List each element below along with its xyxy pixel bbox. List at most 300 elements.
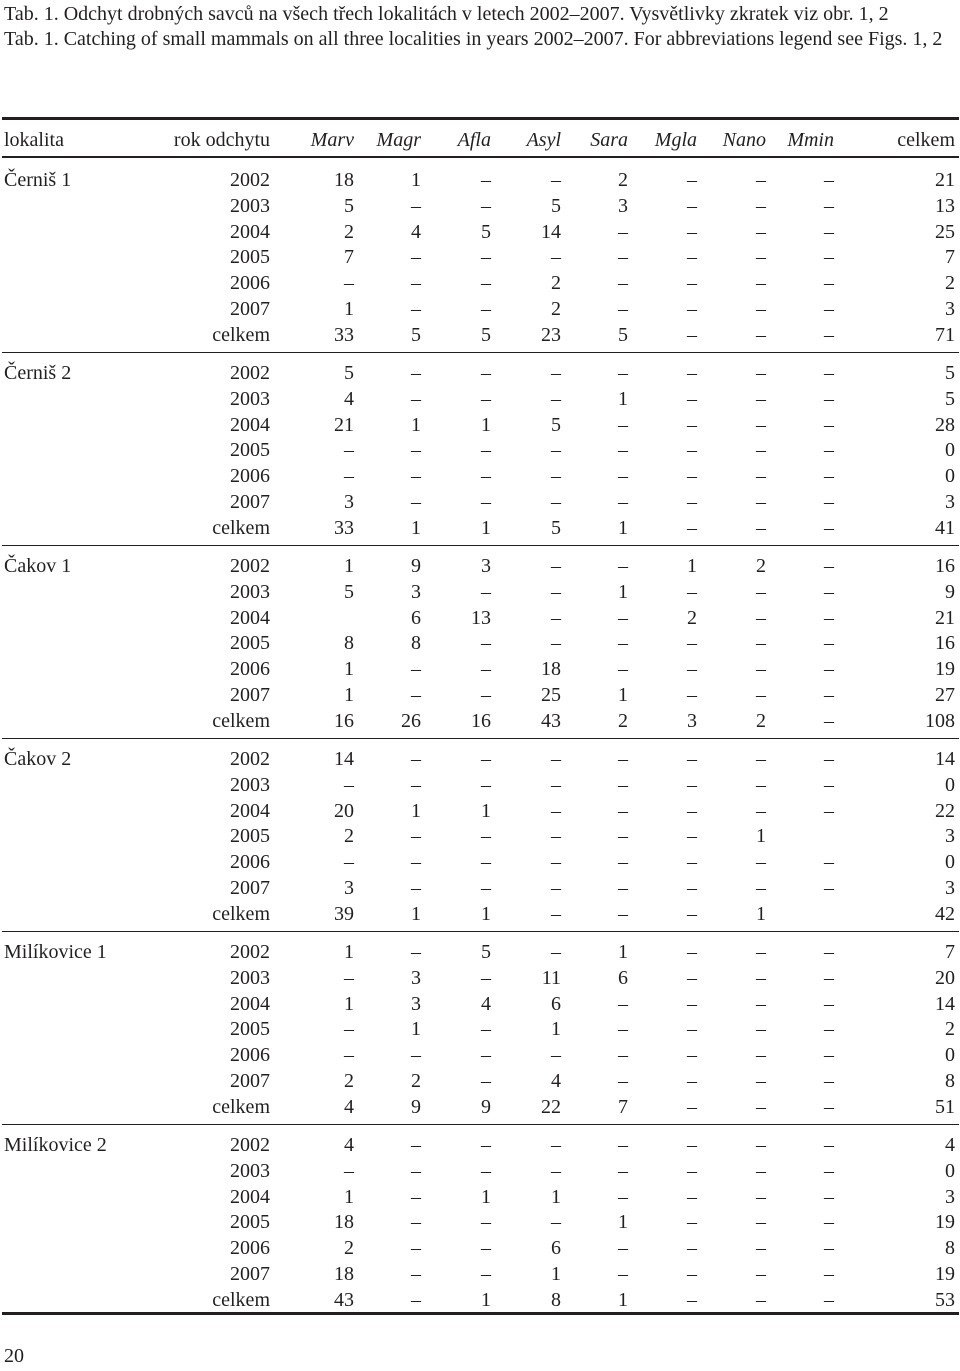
count-cell-sara: 7 xyxy=(618,1096,628,1118)
count-cell-mmin: – xyxy=(824,993,834,1015)
count-cell-afla: 9 xyxy=(481,1096,491,1118)
count-cell-mgla: – xyxy=(687,388,697,410)
count-cell-afla: 1 xyxy=(481,1289,491,1311)
count-cell-asyl: – xyxy=(551,581,561,603)
count-cell-mmin: – xyxy=(824,491,834,513)
count-cell-sara: – xyxy=(618,607,628,629)
count-cell-marv: 7 xyxy=(344,246,354,268)
year-cell: 2002 xyxy=(230,748,270,770)
count-cell-marv: 2 xyxy=(344,1070,354,1092)
count-cell-asyl: – xyxy=(551,439,561,461)
count-cell-asyl: 1 xyxy=(551,1263,561,1285)
row-total-cell: 0 xyxy=(945,1160,955,1182)
year-cell: 2007 xyxy=(230,684,270,706)
count-cell-asyl: 5 xyxy=(551,195,561,217)
count-cell-magr: – xyxy=(411,1044,421,1066)
count-cell-nano: – xyxy=(756,491,766,513)
year-cell: 2005 xyxy=(230,632,270,654)
count-cell-mmin: – xyxy=(824,298,834,320)
count-cell-nano: – xyxy=(756,1237,766,1259)
count-cell-mmin: – xyxy=(824,221,834,243)
count-cell-asyl: 23 xyxy=(541,324,561,346)
count-cell-nano: 1 xyxy=(756,903,766,925)
subtotal-label: celkem xyxy=(212,324,270,346)
count-cell-mmin: – xyxy=(824,439,834,461)
count-cell-sara: – xyxy=(618,1263,628,1285)
count-cell-marv: 2 xyxy=(344,1237,354,1259)
count-cell-nano: – xyxy=(756,1289,766,1311)
count-cell-afla: 5 xyxy=(481,221,491,243)
count-cell-nano: – xyxy=(756,607,766,629)
count-cell-mmin: – xyxy=(824,517,834,539)
year-cell: 2003 xyxy=(230,195,270,217)
count-cell-magr: 9 xyxy=(411,1096,421,1118)
count-cell-magr: – xyxy=(411,684,421,706)
count-cell-asyl: 14 xyxy=(541,221,561,243)
count-cell-magr: – xyxy=(411,272,421,294)
count-cell-nano: – xyxy=(756,993,766,1015)
count-cell-sara: 1 xyxy=(618,941,628,963)
count-cell-sara: – xyxy=(618,658,628,680)
year-cell: 2006 xyxy=(230,851,270,873)
count-cell-magr: – xyxy=(411,1186,421,1208)
count-cell-marv: 20 xyxy=(334,800,354,822)
row-total-cell: 21 xyxy=(935,169,955,191)
count-cell-mmin: – xyxy=(824,246,834,268)
count-cell-magr: – xyxy=(411,388,421,410)
count-cell-asyl: – xyxy=(551,774,561,796)
count-cell-afla: 1 xyxy=(481,517,491,539)
row-total-cell: 0 xyxy=(945,439,955,461)
count-cell-sara: 1 xyxy=(618,1289,628,1311)
year-cell: 2005 xyxy=(230,825,270,847)
count-cell-asyl: 22 xyxy=(541,1096,561,1118)
year-cell: 2003 xyxy=(230,388,270,410)
locality-name: Milíkovice 2 xyxy=(4,1134,107,1156)
count-cell-magr: – xyxy=(411,825,421,847)
count-cell-sara: – xyxy=(618,1134,628,1156)
count-cell-afla: – xyxy=(481,1134,491,1156)
count-cell-sara: – xyxy=(618,851,628,873)
count-cell-marv: 2 xyxy=(344,221,354,243)
count-cell-nano: – xyxy=(756,414,766,436)
count-cell-magr: – xyxy=(411,195,421,217)
count-cell-nano: 1 xyxy=(756,825,766,847)
count-cell-marv: 5 xyxy=(344,362,354,384)
count-cell-mgla: – xyxy=(687,195,697,217)
count-cell-sara: – xyxy=(618,903,628,925)
header-magr: Magr xyxy=(376,129,421,151)
row-total-cell: 16 xyxy=(935,555,955,577)
count-cell-mmin: – xyxy=(824,967,834,989)
count-cell-nano: – xyxy=(756,967,766,989)
count-cell-marv: 1 xyxy=(344,684,354,706)
count-cell-marv: 3 xyxy=(344,877,354,899)
count-cell-afla: – xyxy=(481,1160,491,1182)
count-cell-nano: – xyxy=(756,1211,766,1233)
year-cell: 2006 xyxy=(230,465,270,487)
row-total-cell: 7 xyxy=(945,941,955,963)
table-header-rule xyxy=(2,156,959,158)
subtotal-label: celkem xyxy=(212,1096,270,1118)
year-cell: 2005 xyxy=(230,246,270,268)
count-cell-magr: 1 xyxy=(411,903,421,925)
count-cell-marv: 5 xyxy=(344,195,354,217)
count-cell-asyl: – xyxy=(551,877,561,899)
count-cell-afla: – xyxy=(481,1237,491,1259)
count-cell-mgla: – xyxy=(687,658,697,680)
count-cell-sara: – xyxy=(618,993,628,1015)
count-cell-afla: – xyxy=(481,169,491,191)
count-cell-afla: – xyxy=(481,465,491,487)
count-cell-sara: – xyxy=(618,272,628,294)
count-cell-marv: 1 xyxy=(344,555,354,577)
count-cell-nano: – xyxy=(756,774,766,796)
count-cell-magr: 1 xyxy=(411,1018,421,1040)
row-total-cell: 3 xyxy=(945,877,955,899)
count-cell-afla: – xyxy=(481,298,491,320)
year-cell: 2004 xyxy=(230,221,270,243)
count-cell-mgla: – xyxy=(687,439,697,461)
subtotal-label: celkem xyxy=(212,517,270,539)
count-cell-magr: – xyxy=(411,774,421,796)
count-cell-sara: – xyxy=(618,439,628,461)
count-cell-mgla: – xyxy=(687,632,697,654)
count-cell-mgla: – xyxy=(687,1096,697,1118)
count-cell-mgla: – xyxy=(687,851,697,873)
row-total-cell: 19 xyxy=(935,1211,955,1233)
count-cell-afla: 1 xyxy=(481,414,491,436)
year-cell: 2004 xyxy=(230,607,270,629)
count-cell-magr: – xyxy=(411,465,421,487)
count-cell-asyl: – xyxy=(551,362,561,384)
count-cell-afla: – xyxy=(481,195,491,217)
count-cell-sara: 2 xyxy=(618,710,628,732)
group-separator xyxy=(2,545,959,546)
count-cell-mgla: – xyxy=(687,993,697,1015)
count-cell-marv: 1 xyxy=(344,1186,354,1208)
count-cell-mgla: – xyxy=(687,517,697,539)
count-cell-mgla: 2 xyxy=(687,607,697,629)
count-cell-mgla: – xyxy=(687,491,697,513)
count-cell-marv: – xyxy=(344,272,354,294)
count-cell-asyl: – xyxy=(551,748,561,770)
caption-czech: Tab. 1. Odchyt drobných savců na všech třech lokalitách v letech 2002–2007. Vysvětlivky zkratek viz obr. 1, 2 xyxy=(4,3,889,25)
count-cell-asyl: – xyxy=(551,491,561,513)
count-cell-mmin: – xyxy=(824,1289,834,1311)
count-cell-magr: – xyxy=(411,748,421,770)
count-cell-mmin: – xyxy=(824,465,834,487)
count-cell-mmin: – xyxy=(824,1134,834,1156)
count-cell-afla: – xyxy=(481,491,491,513)
subtotal-label: celkem xyxy=(212,1289,270,1311)
group-separator xyxy=(2,931,959,932)
count-cell-afla: – xyxy=(481,439,491,461)
count-cell-sara: – xyxy=(618,362,628,384)
count-cell-mmin: – xyxy=(824,607,834,629)
count-cell-mmin: – xyxy=(824,362,834,384)
count-cell-nano: – xyxy=(756,748,766,770)
count-cell-nano: – xyxy=(756,1186,766,1208)
count-cell-marv: 2 xyxy=(344,825,354,847)
year-cell: 2004 xyxy=(230,993,270,1015)
count-cell-sara: 5 xyxy=(618,324,628,346)
count-cell-sara: – xyxy=(618,825,628,847)
count-cell-asyl: – xyxy=(551,1160,561,1182)
count-cell-marv: 39 xyxy=(334,903,354,925)
count-cell-sara: 1 xyxy=(618,517,628,539)
year-cell: 2007 xyxy=(230,877,270,899)
count-cell-magr: 1 xyxy=(411,800,421,822)
count-cell-mgla: – xyxy=(687,684,697,706)
count-cell-afla: 5 xyxy=(481,941,491,963)
count-cell-mgla: – xyxy=(687,362,697,384)
count-cell-sara: – xyxy=(618,1044,628,1066)
row-total-cell: 7 xyxy=(945,246,955,268)
count-cell-mgla: – xyxy=(687,967,697,989)
header-nano: Nano xyxy=(722,129,766,151)
count-cell-asyl: 6 xyxy=(551,993,561,1015)
count-cell-mmin: – xyxy=(824,1044,834,1066)
count-cell-asyl: 43 xyxy=(541,710,561,732)
count-cell-afla: 13 xyxy=(471,607,491,629)
count-cell-magr: 3 xyxy=(411,581,421,603)
header-celkem: celkem xyxy=(897,129,955,151)
count-cell-mgla: – xyxy=(687,298,697,320)
row-total-cell: 27 xyxy=(935,684,955,706)
count-cell-nano: – xyxy=(756,658,766,680)
count-cell-nano: – xyxy=(756,800,766,822)
count-cell-magr: – xyxy=(411,1289,421,1311)
count-cell-mgla: – xyxy=(687,1044,697,1066)
count-cell-asyl: 4 xyxy=(551,1070,561,1092)
row-total-cell: 41 xyxy=(935,517,955,539)
year-cell: 2006 xyxy=(230,272,270,294)
count-cell-afla: – xyxy=(481,272,491,294)
header-mmin: Mmin xyxy=(787,129,834,151)
count-cell-nano: – xyxy=(756,632,766,654)
year-cell: 2004 xyxy=(230,800,270,822)
count-cell-nano: – xyxy=(756,362,766,384)
header-lokalita: lokalita xyxy=(4,129,64,151)
year-cell: 2002 xyxy=(230,362,270,384)
count-cell-mmin: – xyxy=(824,941,834,963)
row-total-cell: 3 xyxy=(945,491,955,513)
count-cell-nano: – xyxy=(756,851,766,873)
row-total-cell: 13 xyxy=(935,195,955,217)
year-cell: 2007 xyxy=(230,491,270,513)
count-cell-marv: 18 xyxy=(334,1263,354,1285)
count-cell-marv: 1 xyxy=(344,658,354,680)
count-cell-afla: – xyxy=(481,1263,491,1285)
count-cell-mgla: – xyxy=(687,1237,697,1259)
count-cell-magr: 8 xyxy=(411,632,421,654)
count-cell-asyl: 2 xyxy=(551,272,561,294)
count-cell-magr: – xyxy=(411,1263,421,1285)
count-cell-sara: – xyxy=(618,774,628,796)
count-cell-mgla: – xyxy=(687,825,697,847)
count-cell-asyl: – xyxy=(551,555,561,577)
year-cell: 2004 xyxy=(230,1186,270,1208)
year-cell: 2003 xyxy=(230,967,270,989)
count-cell-mgla: – xyxy=(687,903,697,925)
count-cell-nano: – xyxy=(756,877,766,899)
count-cell-afla: – xyxy=(481,774,491,796)
count-cell-magr: – xyxy=(411,877,421,899)
count-cell-sara: – xyxy=(618,555,628,577)
count-cell-nano: – xyxy=(756,298,766,320)
count-cell-afla: – xyxy=(481,581,491,603)
count-cell-asyl: – xyxy=(551,246,561,268)
count-cell-mgla: – xyxy=(687,246,697,268)
count-cell-mmin: – xyxy=(824,195,834,217)
count-cell-afla: 1 xyxy=(481,800,491,822)
count-cell-marv: 18 xyxy=(334,169,354,191)
count-cell-asyl: – xyxy=(551,465,561,487)
count-cell-afla: 1 xyxy=(481,1186,491,1208)
count-cell-afla: 5 xyxy=(481,324,491,346)
count-cell-magr: 5 xyxy=(411,324,421,346)
count-cell-marv: 33 xyxy=(334,517,354,539)
count-cell-afla: – xyxy=(481,851,491,873)
count-cell-mgla: – xyxy=(687,1289,697,1311)
count-cell-mgla: – xyxy=(687,324,697,346)
count-cell-mmin: – xyxy=(824,324,834,346)
count-cell-magr: – xyxy=(411,439,421,461)
count-cell-mmin: – xyxy=(824,800,834,822)
row-total-cell: 42 xyxy=(935,903,955,925)
count-cell-magr: – xyxy=(411,851,421,873)
count-cell-marv: 1 xyxy=(344,993,354,1015)
count-cell-magr: – xyxy=(411,298,421,320)
count-cell-mgla: – xyxy=(687,877,697,899)
count-cell-afla: 4 xyxy=(481,993,491,1015)
count-cell-asyl: – xyxy=(551,800,561,822)
count-cell-afla: – xyxy=(481,825,491,847)
count-cell-magr: – xyxy=(411,1211,421,1233)
count-cell-sara: 6 xyxy=(618,967,628,989)
count-cell-sara: 1 xyxy=(618,684,628,706)
count-cell-sara: – xyxy=(618,1070,628,1092)
year-cell: 2003 xyxy=(230,1160,270,1182)
count-cell-marv: 21 xyxy=(334,414,354,436)
count-cell-sara: – xyxy=(618,632,628,654)
count-cell-afla: – xyxy=(481,877,491,899)
count-cell-mgla: – xyxy=(687,1160,697,1182)
count-cell-mmin: – xyxy=(824,877,834,899)
count-cell-mgla: – xyxy=(687,1186,697,1208)
row-total-cell: 20 xyxy=(935,967,955,989)
row-total-cell: 28 xyxy=(935,414,955,436)
count-cell-afla: 3 xyxy=(481,555,491,577)
year-cell: 2002 xyxy=(230,555,270,577)
count-cell-afla: – xyxy=(481,246,491,268)
count-cell-magr: 4 xyxy=(411,221,421,243)
row-total-cell: 3 xyxy=(945,825,955,847)
count-cell-nano: 2 xyxy=(756,555,766,577)
header-rok-odchytu: rok odchytu xyxy=(173,129,270,151)
count-cell-mgla: 3 xyxy=(687,710,697,732)
count-cell-asyl: – xyxy=(551,1134,561,1156)
count-cell-afla: 1 xyxy=(481,903,491,925)
count-cell-mmin: – xyxy=(824,169,834,191)
row-total-cell: 8 xyxy=(945,1070,955,1092)
group-separator xyxy=(2,738,959,739)
row-total-cell: 14 xyxy=(935,993,955,1015)
count-cell-magr: 1 xyxy=(411,517,421,539)
row-total-cell: 19 xyxy=(935,658,955,680)
count-cell-marv: 33 xyxy=(334,324,354,346)
count-cell-asyl: – xyxy=(551,941,561,963)
count-cell-magr: 3 xyxy=(411,967,421,989)
count-cell-marv: 16 xyxy=(334,710,354,732)
count-cell-asyl: 2 xyxy=(551,298,561,320)
count-cell-mmin: – xyxy=(824,1070,834,1092)
count-cell-asyl: – xyxy=(551,825,561,847)
count-cell-sara: – xyxy=(618,298,628,320)
count-cell-sara: – xyxy=(618,1160,628,1182)
year-cell: 2005 xyxy=(230,1211,270,1233)
count-cell-magr: – xyxy=(411,491,421,513)
row-total-cell: 2 xyxy=(945,1018,955,1040)
subtotal-label: celkem xyxy=(212,710,270,732)
row-total-cell: 3 xyxy=(945,298,955,320)
count-cell-asyl: – xyxy=(551,851,561,873)
count-cell-sara: 3 xyxy=(618,195,628,217)
count-cell-marv: 43 xyxy=(334,1289,354,1311)
count-cell-mgla: – xyxy=(687,774,697,796)
count-cell-afla: 16 xyxy=(471,710,491,732)
count-cell-mmin: – xyxy=(824,658,834,680)
count-cell-afla: – xyxy=(481,748,491,770)
header-sara: Sara xyxy=(590,129,628,151)
count-cell-marv: – xyxy=(344,851,354,873)
count-cell-mmin: – xyxy=(824,1096,834,1118)
row-total-cell: 0 xyxy=(945,465,955,487)
count-cell-asyl: 5 xyxy=(551,414,561,436)
row-total-cell: 53 xyxy=(935,1289,955,1311)
count-cell-mgla: – xyxy=(687,1018,697,1040)
row-total-cell: 0 xyxy=(945,851,955,873)
count-cell-sara: 1 xyxy=(618,1211,628,1233)
count-cell-sara: – xyxy=(618,1237,628,1259)
count-cell-mgla: – xyxy=(687,272,697,294)
count-cell-mmin: – xyxy=(824,748,834,770)
count-cell-sara: – xyxy=(618,221,628,243)
count-cell-mmin: – xyxy=(824,272,834,294)
count-cell-nano: – xyxy=(756,1070,766,1092)
count-cell-marv: 1 xyxy=(344,941,354,963)
count-cell-sara: – xyxy=(618,246,628,268)
count-cell-asyl: – xyxy=(551,169,561,191)
count-cell-asyl: – xyxy=(551,388,561,410)
row-total-cell: 51 xyxy=(935,1096,955,1118)
count-cell-sara: 1 xyxy=(618,388,628,410)
year-cell: 2003 xyxy=(230,774,270,796)
row-total-cell: 8 xyxy=(945,1237,955,1259)
count-cell-sara: – xyxy=(618,748,628,770)
header-marv: Marv xyxy=(310,129,354,151)
count-cell-marv: – xyxy=(344,1160,354,1182)
count-cell-mgla: – xyxy=(687,941,697,963)
count-cell-sara: 2 xyxy=(618,169,628,191)
subtotal-label: celkem xyxy=(212,903,270,925)
count-cell-mgla: – xyxy=(687,1263,697,1285)
row-total-cell: 9 xyxy=(945,581,955,603)
count-cell-nano: – xyxy=(756,246,766,268)
count-cell-asyl: – xyxy=(551,607,561,629)
count-cell-mmin: – xyxy=(824,1263,834,1285)
